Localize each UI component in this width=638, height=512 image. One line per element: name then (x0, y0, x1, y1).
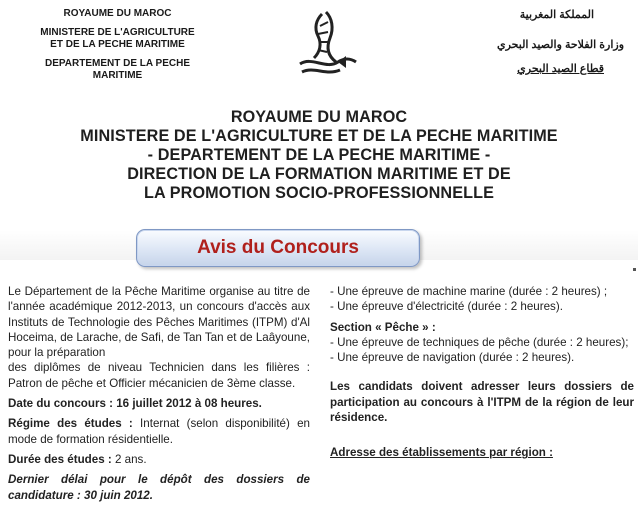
study-regime-label: Régime des études : (8, 417, 133, 431)
header-right-ministry: وزارة الفلاحة والصيد البحري (496, 39, 624, 51)
candidate-notice: Les candidats doivent adresser leurs dossiers de participation au concours à l'ITPM de la région de leur résidence. (330, 380, 634, 425)
title-line-3: - DEPARTEMENT DE LA PECHE MARITIME - (147, 146, 491, 164)
document-title (0, 108, 638, 203)
header-right-department: قطاع الصيد البحري (517, 63, 604, 75)
header-right-arabic (459, 8, 624, 76)
title-line-4: DIRECTION DE LA FORMATION MARITIME ET DE (127, 165, 511, 183)
right-column (330, 284, 634, 461)
header-left-ministry-line2: ET DE LA PECHE MARITIME (50, 39, 185, 50)
exam-navigation: - Une épreuve de navigation (durée : 2 heures). (330, 351, 575, 365)
intro-paragraph: Le Département de la Pêche Maritime organise au titre de l'année académique 2012-2013, un concours d'accès aux Instituts de Technologie des Pêches Maritimes (ITPM) d'Al Hoceima, de Larache, de Safi, de Tan Tan et de Laâyoune, pour la préparation (8, 285, 310, 360)
study-regime-text: Internat (selon disponibilité) en mode de formation résidentielle. (8, 417, 310, 446)
exam-machine: - Une épreuve de machine marine (durée : 2 heures) ; (330, 285, 608, 298)
section-fishing: Section « Pêche » : (330, 320, 436, 334)
contest-date: Date du concours : 16 juillet 2012 à 08 heures. (8, 397, 262, 411)
intro-paragraph-2: des diplômes de niveau Technicien dans les filières : Patron de pêche et Officier mécanicien de 3ème classe. (8, 361, 310, 390)
header-left-ministry (30, 8, 205, 83)
fish-emblem-icon (292, 6, 362, 84)
header-left-ministry-line1: MINISTERE DE L'AGRICULTURE (40, 26, 195, 38)
title-line-2: MINISTERE DE L'AGRICULTURE ET DE LA PECHE MARITIME (80, 127, 558, 145)
application-deadline: Dernier délai pour le dépôt des dossiers de candidature : 30 juin 2012. (8, 473, 310, 502)
header-left-kingdom: ROYAUME DU MAROC (63, 8, 172, 19)
left-column (8, 284, 310, 503)
header-right-kingdom: المملكة المغربية (519, 9, 594, 21)
title-line-1: ROYAUME DU MAROC (230, 108, 408, 126)
study-regime (8, 416, 310, 447)
addresses-heading: Adresse des établissements par région : (330, 446, 553, 460)
edge-mark (633, 268, 636, 271)
contest-banner: Avis du Concours (136, 229, 420, 267)
study-duration (8, 452, 310, 467)
header-left-department-line2: MARITIME (92, 70, 143, 81)
study-duration-text: 2 ans. (111, 452, 147, 466)
exam-electricity: - Une épreuve d'électricité (durée : 2 heures). (330, 300, 563, 314)
title-line-5: LA PROMOTION SOCIO-PROFESSIONNELLE (144, 184, 494, 202)
header-left-department-line1: DEPARTEMENT DE LA PECHE (44, 57, 190, 69)
study-duration-label: Durée des études : (8, 452, 112, 466)
exam-fishing-techniques: - Une épreuve de techniques de pêche (durée : 2 heures); (330, 335, 629, 349)
